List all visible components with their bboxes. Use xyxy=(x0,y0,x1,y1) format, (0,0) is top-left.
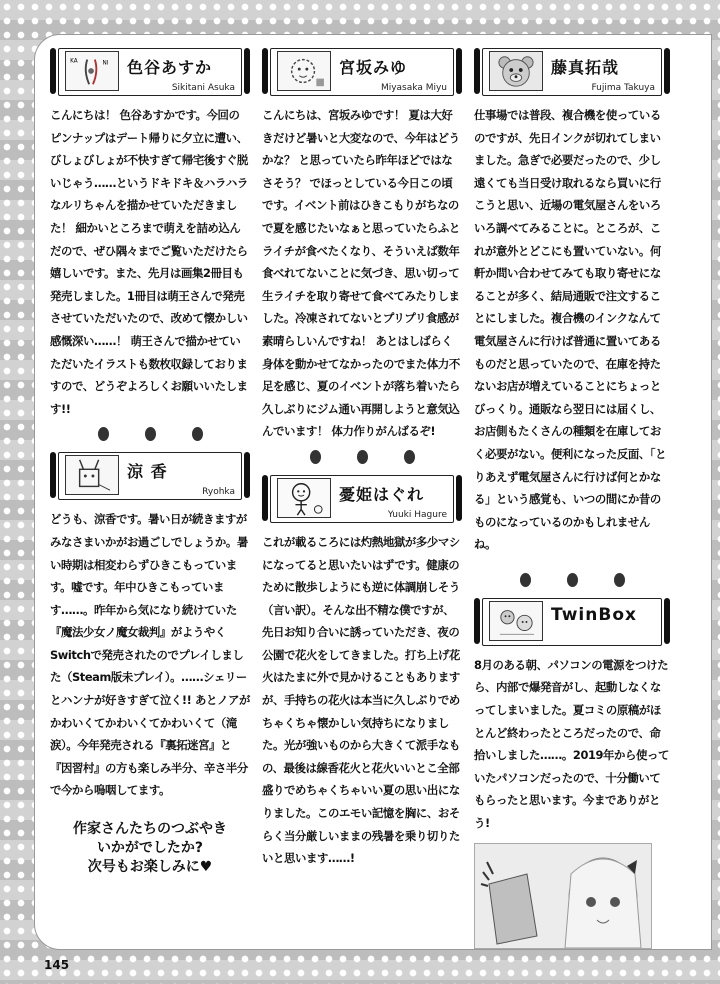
author-message: こんにちは！ 色谷あすかです。今回のピンナップはデート帰りに夕立に遭い、びしょびしょが不快すぎて帰宅後すぐ脱いじゃう……というドキドキ＆ハラハラなルリちゃんを描かせていただきました！ 細かいところまで萌えを詰め込んだので、ぜひ隅々までご覧いただけたら嬉しいです。また、先月は画集2冊目も発売しました。1冊目は萌王さんで発売させていただいたので、改めて懐かしい感慨深い……！ 萌王さんで描かせていただいたイラストも数枚収録しておりますので、どうぞよろしくお願いいたします!! xyxy=(50,108,248,416)
header-bar-right xyxy=(244,452,250,498)
author-romaji: Ryohka xyxy=(202,487,235,498)
header-box xyxy=(58,48,242,96)
author-header-yuuki xyxy=(262,471,462,531)
header-bar-right xyxy=(244,48,250,94)
author-name: 色谷あすか xyxy=(127,58,213,77)
closing-message xyxy=(50,820,250,877)
svg-text:KA: KA xyxy=(70,58,78,65)
author-romaji: Fujima Takuya xyxy=(591,83,655,93)
closing-line-1: 作家さんたちのつぶやき xyxy=(73,821,227,838)
separator-dots xyxy=(262,443,462,471)
author-message: こんにちは、宮坂みゆです！ 夏は大好きだけど暑いと大変なので、今年はどうかな？ と思っていたら昨年ほどではなさそう？ でほっとしている今日この頃です。イベント前はひきこもりがちなので夏を感じたいなぁと思っていたらふとライチが食べたくなり、そういえば数年食べれてないことに気づき、思い切って生ライチを取り寄せて食べてみたりしました。冷凍されてないとプリプリ食感が素晴らしいんですね！ あとはしばらく身体を動かせてなかったのでまた体力不足を感じ、夏のイベントが落ち着いたら久しぶりにジム通い再開しようと意気込んでいます！ 体力作りがんばるぞ! xyxy=(262,108,460,439)
separator-dots xyxy=(50,420,250,448)
header-box xyxy=(270,48,454,96)
author-romaji: Miyasaka Miyu xyxy=(380,83,447,93)
svg-text:NI: NI xyxy=(102,60,109,67)
author-header-ryoka xyxy=(50,448,250,508)
author-romaji: Yuuki Hagure xyxy=(387,509,447,520)
header-bar-left xyxy=(474,48,480,94)
author-header-irotani xyxy=(50,44,250,104)
header-box xyxy=(270,475,454,523)
author-header-twinbox xyxy=(474,594,670,654)
header-bar-left xyxy=(50,452,56,498)
twin-characters-icon xyxy=(489,601,543,641)
header-box xyxy=(58,452,242,500)
author-name: TwinBox xyxy=(551,604,637,625)
closing-line-3: 次号もお楽しみに♥ xyxy=(87,859,213,876)
header-bar-left xyxy=(262,475,268,521)
header-bar-left xyxy=(50,48,56,94)
author-message: これが載るころには灼熱地獄が多少マシになってると思いたいはずです。健康のために散歩しようにも逆に体調崩しそう（言い訳）。そんな出不精な僕ですが、先日お知り合いに誘っていただき、夜の公園で花火をしてきました。打ち上げ花火はたまに外で見かけることもありますが、手持ちの花火は本当に久しぶりでめちゃくちゃ懐かしい気持ちになりました。光が強いものから大きくて派手なもの、最後は線香花火と花火いいとこ全部盛りでめちゃくちゃいい夏の思い出になりました。このエモい記憶を胸に、おそらく当分厳しいままの残暑を乗り切りたいと思います……! xyxy=(262,534,460,866)
author-name: 涼 香 xyxy=(127,462,168,482)
header-bar-right xyxy=(456,475,462,521)
column-right xyxy=(474,44,670,949)
header-bar-right xyxy=(664,48,670,94)
bear-face-icon xyxy=(489,51,543,91)
header-bar-left xyxy=(474,598,480,644)
author-message: 8月のある朝、パソコンの電源をつけたら、内部で爆発音がし、起動しなくなってしまいました。夏コミの原稿がほとんど終わったところだったので、命拾いしました……。2019年から使っていたパソコンだったので、十分働いてもらったと思います。今までありがとう! xyxy=(474,657,669,831)
cat-sketch-icon xyxy=(65,51,119,91)
author-name: 藤真拓哉 xyxy=(551,58,620,77)
separator-dots xyxy=(474,566,670,594)
author-message: どうも、涼香です。暑い日が続きますがみなさまいかがお過ごしでしょうか。暑い時期は相変わらずひきこもっています。嘘です。年中ひきこもっています……。昨年から気になり続けていた『魔法少女ノ魔女裁判』がようやくSwitchで発売されたのでプレイしました（Steam版未プレイ）。……シェリーとハンナが好きすぎて泣く!! あとノアがかわいくてかわいくてかわいくて（滝涙）。今年発売される『裏拓迷宮』と『因習村』の方も楽しみ半分、辛さ半分で今から嗚咽してます。 xyxy=(50,512,250,798)
page-number: 145 xyxy=(44,958,70,972)
author-message: 仕事場では普段、複合機を使っているのですが、先日インクが切れてしまいました。急ぎで必要だったので、少し遠くても当日受け取れるなら買いに行こうと思い、近場の電気屋さんをいろいろ調べてみることに。ところが、これが意外とどこにも置いていない。何軒か問い合わせてみても取り寄せになることが多く、結局通販で注文することにしました。複合機のインクなんて電気屋さんに行けば普通に置いてあるものだと思っていたので、在庫を持たないお店が増えていることにちょっとびっくり。通販なら翌日には届くし、お店側もたくさんの種類を在庫しておく必要がない。便利になった反面、「とりあえず電気屋さんに行けば何とかなる」という感覚も、いつの間にか昔のものになっているのかもしれませんね。 xyxy=(474,108,667,552)
doodle-character-icon xyxy=(277,51,331,91)
column-middle xyxy=(262,44,462,870)
header-box xyxy=(482,48,662,96)
illustration-girl-with-pc xyxy=(474,843,652,949)
bunny-sketch-icon xyxy=(65,455,119,495)
author-header-miyasaka xyxy=(262,44,462,104)
author-name: 宮坂みゆ xyxy=(339,58,408,77)
header-bar-right xyxy=(664,598,670,644)
closing-line-2: いかがでしたか? xyxy=(96,840,204,857)
author-header-fujima xyxy=(474,44,670,104)
header-bar-left xyxy=(262,48,268,94)
header-box xyxy=(482,598,662,646)
column-left xyxy=(50,44,250,877)
smiley-stick-figure-icon xyxy=(277,478,331,518)
author-romaji: Sikitani Asuka xyxy=(171,83,235,93)
header-bar-right xyxy=(456,48,462,94)
author-name: 憂姫はぐれ xyxy=(339,484,425,504)
